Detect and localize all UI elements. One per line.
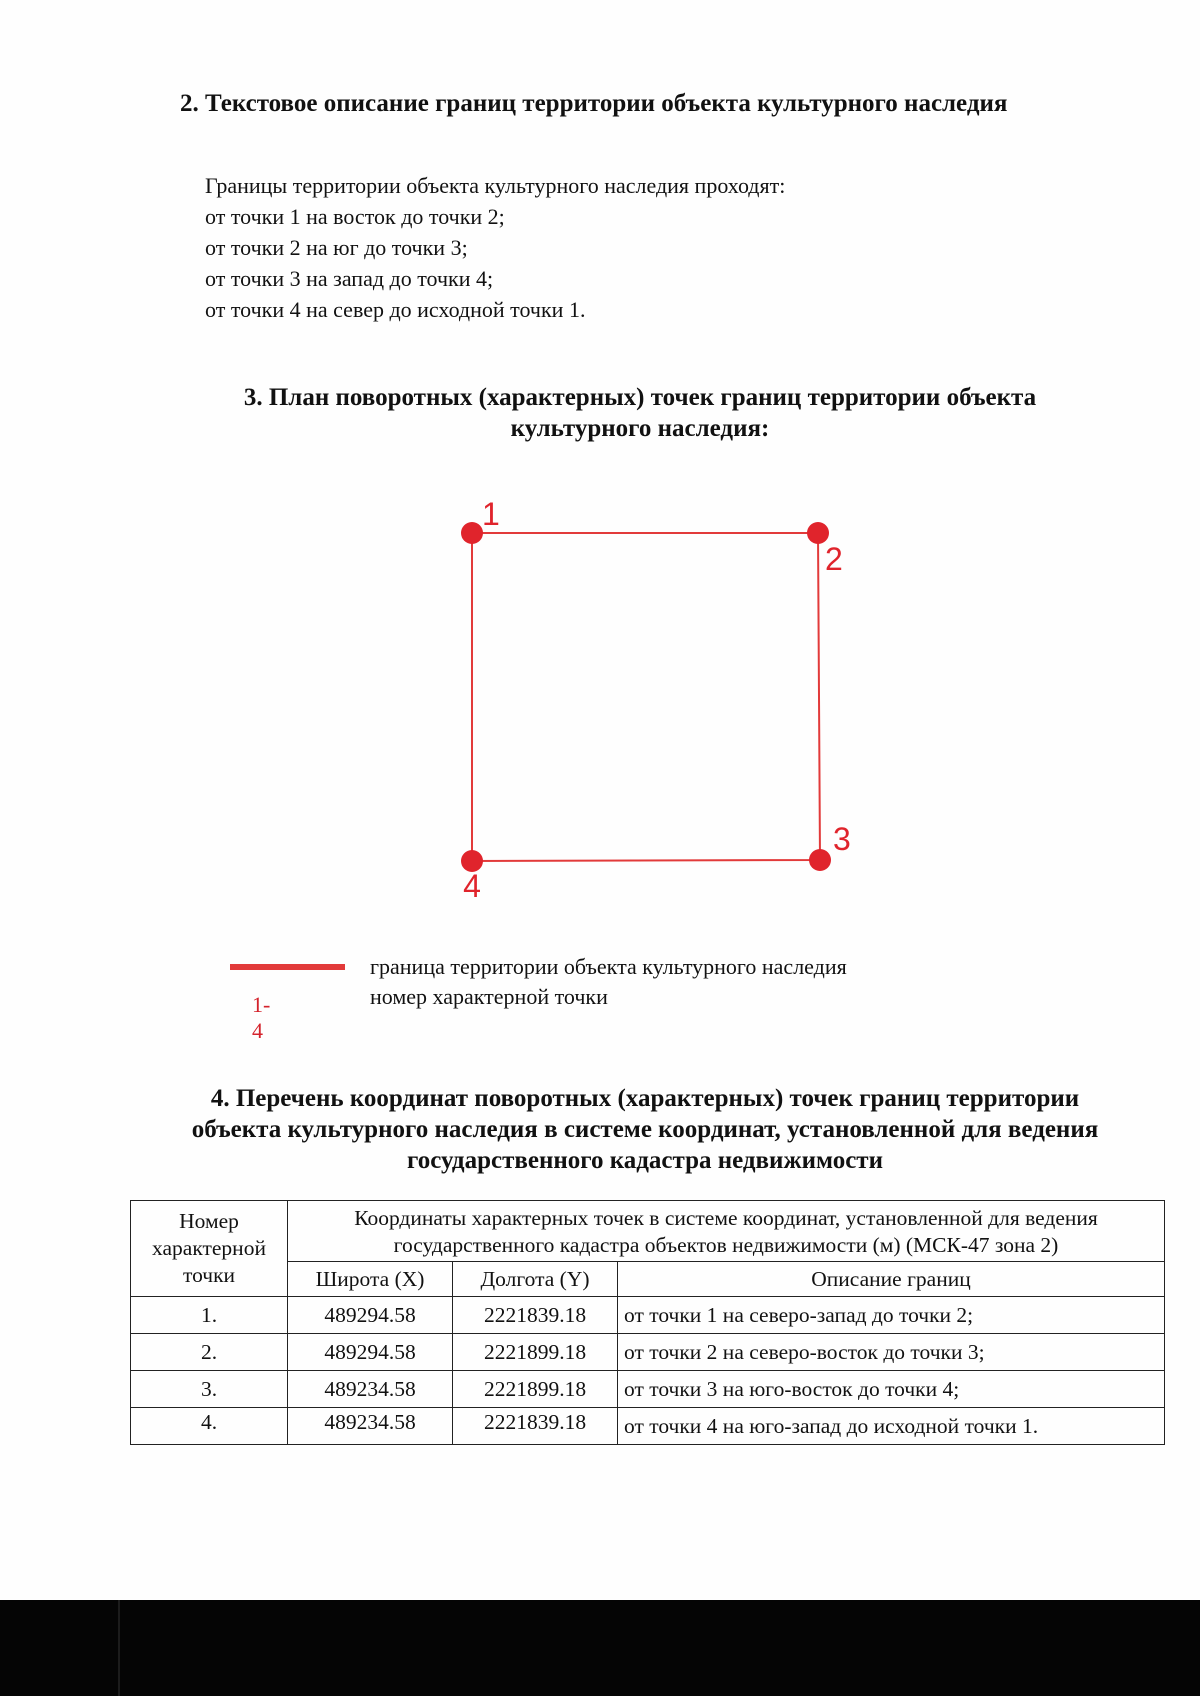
section-3-title-line1: 3. План поворотных (характерных) точек границ территории объекта <box>243 384 1037 411</box>
section-4-title-line1: 4. Перечень координат поворотных (характерных) точек границ территории <box>210 1085 1080 1112</box>
row-longitude: 2221899.18 <box>453 1371 618 1408</box>
point-label-1: 1 <box>482 496 500 532</box>
table-row <box>131 1371 1165 1408</box>
description-header: Описание границ <box>618 1262 1165 1297</box>
point-number-header: Номер характерной точки <box>131 1201 288 1297</box>
description-intro: Границы территории объекта культурного наследия проходят: <box>205 173 786 198</box>
boundary-description <box>205 170 785 325</box>
table-row <box>131 1297 1165 1334</box>
row-description: от точки 4 на юго-запад до исходной точки 1. <box>618 1408 1165 1445</box>
point-label-4: 4 <box>463 868 481 904</box>
row-number: 1. <box>131 1297 288 1334</box>
section-4-title-line2: объекта культурного наследия в системе координат, установленной для ведения <box>191 1116 1099 1143</box>
longitude-header: Долгота (Y) <box>453 1262 618 1297</box>
row-description: от точки 2 на северо-восток до точки 3; <box>618 1334 1165 1371</box>
row-description: от точки 3 на юго-восток до точки 4; <box>618 1371 1165 1408</box>
point-label-3: 3 <box>833 821 851 857</box>
section-2-title: 2. Текстовое описание границ территории объекта культурного наследия <box>180 90 1008 117</box>
row-longitude: 2221839.18 <box>453 1297 618 1334</box>
legend-boundary-swatch <box>230 964 345 970</box>
row-description: от точки 1 на северо-запад до точки 2; <box>618 1297 1165 1334</box>
description-line: от точки 3 на запад до точки 4; <box>205 266 494 291</box>
row-latitude: 489294.58 <box>288 1297 453 1334</box>
legend-boundary-text: граница территории объекта культурного наследия <box>370 954 847 979</box>
scan-border <box>0 1600 1200 1696</box>
row-number: 2. <box>131 1334 288 1371</box>
section-3-title <box>170 382 1110 444</box>
coordinates-group-header: Координаты характерных точек в системе координат, установленной для ведения государственного кадастра объектов недвижимости (м) (МСК-47 зона 2) <box>288 1201 1165 1262</box>
coordinates-table <box>130 1200 1165 1445</box>
section-3-title-line2: культурного наследия: <box>510 415 770 442</box>
description-line: от точки 4 на север до исходной точки 1. <box>205 297 586 322</box>
section-4-title <box>110 1083 1180 1176</box>
boundary-polygon <box>472 533 820 861</box>
row-latitude: 489234.58 <box>288 1408 453 1445</box>
latitude-header: Широта (X) <box>288 1262 453 1297</box>
row-number: 3. <box>131 1371 288 1408</box>
row-longitude: 2221839.18 <box>453 1408 618 1445</box>
row-number: 4. <box>131 1408 288 1445</box>
point-marker-1 <box>461 522 483 544</box>
legend-number-text: номер характерной точки <box>370 984 608 1009</box>
table-row <box>131 1408 1165 1445</box>
point-label-2: 2 <box>825 541 843 577</box>
point-marker-3 <box>809 849 831 871</box>
scan-edge-divider <box>118 1600 120 1696</box>
section-4-title-line3: государственного кадастра недвижимости <box>407 1147 883 1174</box>
row-latitude: 489234.58 <box>288 1371 453 1408</box>
legend-number-sample: 1-4 <box>252 992 271 1043</box>
boundary-plan <box>420 495 860 915</box>
description-line: от точки 1 на восток до точки 2; <box>205 204 505 229</box>
row-latitude: 489294.58 <box>288 1334 453 1371</box>
table-row <box>131 1334 1165 1371</box>
row-longitude: 2221899.18 <box>453 1334 618 1371</box>
description-line: от точки 2 на юг до точки 3; <box>205 235 468 260</box>
